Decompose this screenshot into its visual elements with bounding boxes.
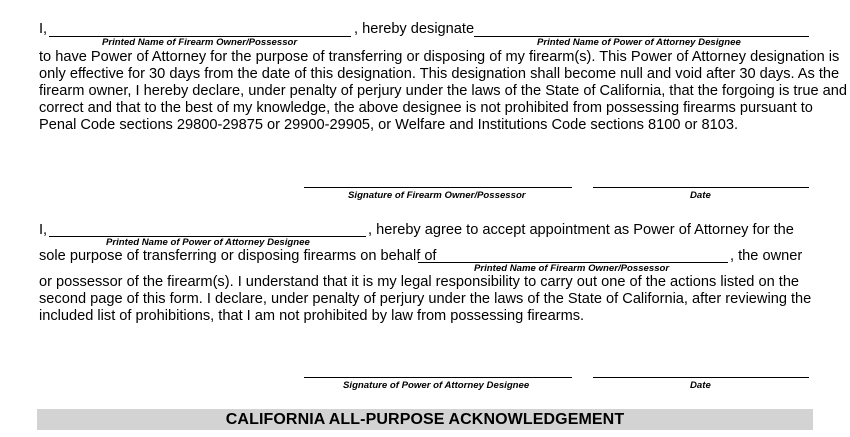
acceptance-line-2: second page of this form. I declare, under penalty of perjury under the laws of the State of California, after reviewing the [39, 291, 812, 307]
designation-line-1: to have Power of Attorney for the purpose of transferring or disposing of my firearm(s). This Power of Attorney designation is [39, 49, 840, 65]
designee-name-caption: Printed Name of Power of Attorney Designee [537, 37, 741, 48]
designation-line-4: correct and that to the best of my knowledge, the above designee is not prohibited from possessing firearms pursuant to [39, 100, 813, 116]
acknowledgement-banner-title: CALIFORNIA ALL-PURPOSE ACKNOWLEDGEMENT [225, 410, 625, 428]
owner-date-field[interactable] [593, 187, 809, 188]
the-owner-text: , the owner [730, 248, 803, 264]
designee-signature-field[interactable] [304, 377, 572, 378]
owner-name-caption-2: Printed Name of Firearm Owner/Possessor [474, 263, 670, 274]
agree-accept-text: , hereby agree to accept appointment as Power of Attorney for the [368, 222, 794, 238]
on-behalf-text: sole purpose of transferring or disposing firearms on behalf of [39, 248, 437, 264]
designee-name-caption-2: Printed Name of Power of Attorney Designee [106, 237, 310, 248]
designation-line-5: Penal Code sections 29800-29875 or 29900-29905, or Welfare and Institutions Code sections 8100 or 8103. [39, 117, 739, 133]
designation-line-3: firearm owner, I hereby declare, under penalty of perjury under the laws of the State of California, that the forgoing is true and [39, 83, 847, 99]
designee-date-caption: Date [690, 380, 711, 391]
designee-date-field[interactable] [593, 377, 809, 378]
designee-intro-prefix: I, [39, 222, 48, 238]
owner-signature-field[interactable] [304, 187, 572, 188]
owner-date-caption: Date [690, 190, 711, 201]
owner-name-caption: Printed Name of Firearm Owner/Possessor [102, 37, 298, 48]
owner-intro-prefix: I, [39, 21, 48, 37]
owner-signature-caption: Signature of Firearm Owner/Possessor [348, 190, 526, 201]
designee-signature-caption: Signature of Power of Attorney Designee [343, 380, 530, 391]
acceptance-line-3: included list of prohibitions, that I am not prohibited by law from possessing firearms. [39, 308, 585, 324]
designation-line-2: only effective for 30 days from the date of this designation. This designation shall become null and void after 30 days. As the [39, 66, 840, 82]
hereby-designate-text: , hereby designate [354, 21, 475, 37]
acknowledgement-banner [37, 409, 813, 430]
acceptance-line-1: or possessor of the firearm(s). I understand that it is my legal responsibility to carry out one of the actions listed on the [39, 274, 800, 290]
